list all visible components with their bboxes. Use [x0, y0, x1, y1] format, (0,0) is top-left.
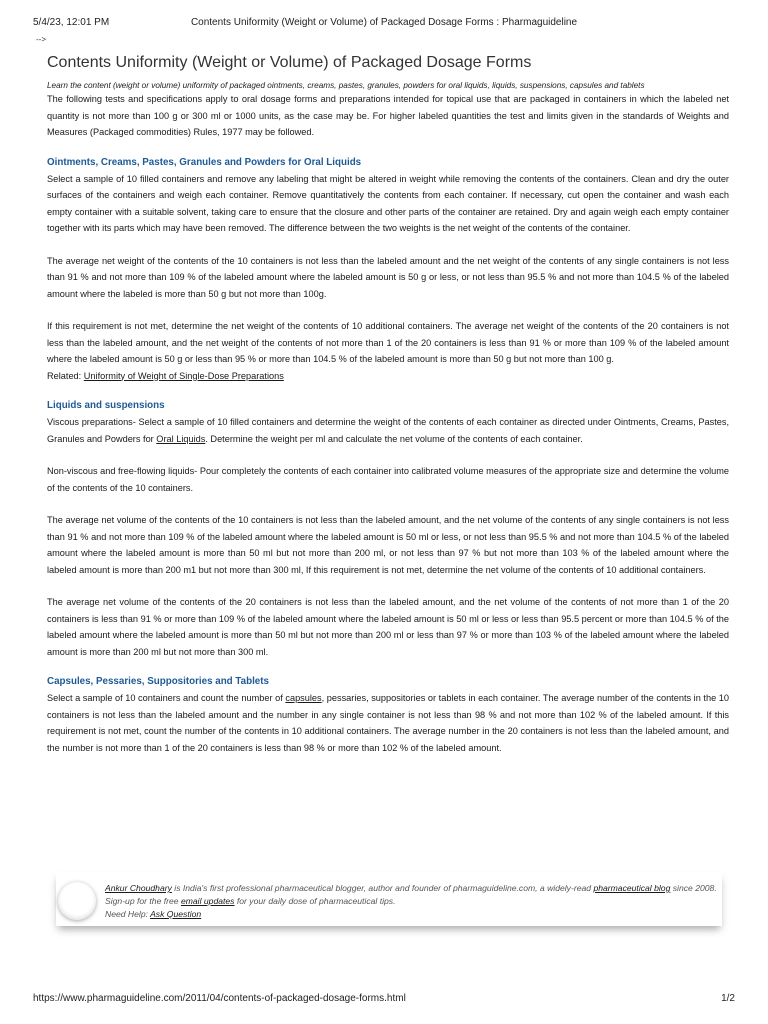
section-heading-liquids: Liquids and suspensions: [47, 400, 165, 411]
email-updates-link[interactable]: email updates: [180, 896, 235, 906]
avatar: [58, 882, 96, 920]
capsules-p1-text: Select a sample of 10 containers and count the number of: [47, 693, 283, 703]
ask-question-link[interactable]: Ask Question: [150, 909, 202, 919]
arrow-marker: -->: [36, 35, 46, 44]
related-prefix: Related:: [47, 370, 82, 381]
section-heading-ointments: Ointments, Creams, Pastes, Granules and Powders for Oral Liquids: [47, 156, 362, 168]
print-page-title: Contents Uniformity (Weight or Volume) of Packaged Dosage Forms : Pharmaguideline: [190, 17, 578, 28]
article-subtitle: Learn the content (weight or volume) uniformity of packaged ointments, creams, pastes, granules, powders for oral liquids, liquids, suspensions, capsules and tablets: [47, 81, 645, 90]
author-bio-text-1: is India's first professional pharmaceutical blogger, author and founder of pharmaguideline.com, a widely-read: [171, 883, 594, 893]
print-datetime: 5/4/23, 12:01 PM: [33, 17, 110, 28]
liquids-paragraph-3: The average net volume of the contents of the 10 containers is not less than the labeled amount, and the net volume of the contents of any single containers is not less than 91 % and not more than 109 % of the labeled amount where the labeled amount is 50 ml or less, or not less than 95.5 % and not more than 104.5 % of the labeled amount where the labeled amount is more than 50 ml but not more than 200 ml, or not less than 97 % but not more than 103 % of the labeled amount where the labeled amount is more than 200 m1 but not more than 300 ml, If this requirement is not met, determine the net volume of the contents of 10 additional containers.: [47, 515, 729, 575]
ointments-paragraph-1: Select a sample of 10 filled containers and remove any labeling that might be altered in weight while removing the contents of the containers. Clean and dry the outer surfaces of the containers and weigh each container. Remove quantitatively the contents from each container. If necessary, cut open the container and wash each empty container with a suitable solvent, taking care to ensure that the closure and other parts of the container are retained. Dry and again weigh each empty container together with its parts which may have been removed. The difference between the two weights is the net weight of the contents of the container.: [47, 173, 729, 233]
author-bio-text-2: since 2008. Sign-up for the free: [105, 883, 717, 906]
print-header: [33, 17, 735, 31]
article: [47, 52, 729, 756]
author-bio-text-3: for your daily dose of pharmaceutical tips.: [234, 896, 396, 906]
author-name-link[interactable]: Ankur Choudhary: [105, 883, 172, 893]
liquids-paragraph-4: The average net volume of the contents of the 20 containers is not less than the labeled amount, and the net volume of the contents of not more than 1 of the 20 containers is less than 91 % or more than 109 % of the labeled amount where the labeled amount is 50 ml or less or less than 95.5 percent or more than 104.5 % of the labeled amount where the labeled amount is more than 50 ml but not more than 200 ml or less than 97 % or more than 103 % of the labeled amount where the labeled amount is more than 200 ml but not more than 300 ml.: [47, 597, 729, 657]
need-help-label: Need Help:: [105, 909, 151, 919]
liquids-p1-text: Viscous preparations- Select a sample of 10 filled containers and determine the weight of the contents of each container as directed under Ointments, Creams, Pastes, Granules and Powders for: [47, 417, 729, 444]
section-heading-capsules: Capsules, Pessaries, Suppositories and Tablets: [47, 676, 269, 687]
related-link[interactable]: Uniformity of Weight of Single-Dose Preparations: [83, 370, 284, 381]
related-line: [47, 368, 729, 385]
liquids-paragraph-1: [47, 414, 729, 447]
author-bio: [105, 882, 722, 921]
ointments-paragraph-2: The average net weight of the contents of the 10 containers is not less than the labeled amount and the net weight of the contents of any single containers is not less than 91 % and not more than 109 % of the labeled amount where the labeled amount is 50 g or less, or not less than 95.5 % and not more than 104.5 % of the labeled amount where the labeled is more than 50 g but not more than 100g.: [47, 255, 729, 299]
print-footer: [33, 993, 735, 1007]
page-number: 1/2: [721, 993, 735, 1004]
liquids-p1-text-end: . Determine the weight per ml and calculate the net volume of the contents of each container.: [205, 433, 583, 444]
ointments-paragraph-3: If this requirement is not met, determine the net weight of the contents of 10 additional containers. The average net weight of the contents of the 20 containers is not less than the labeled amount, and the net weight of the contents of not more than 1 of the 20 containers is less than 91 % or more than 109 % of the labeled amount where the labeled amount is 50 g or less than 95 % or more than 104.5 % of the labeled amount is more than 50 g but not more than 100 g.: [47, 321, 729, 364]
capsules-link[interactable]: capsules: [285, 693, 322, 703]
capsules-paragraph-1: [47, 690, 729, 756]
pharmaceutical-blog-link[interactable]: pharmaceutical blog: [593, 883, 671, 893]
intro-paragraph: The following tests and specifications apply to oral dosage forms and preparations intended for topical use that are packaged in containers in which the labeled net quantity is not more than 100 g or 300 ml or 1000 units, as the case may be. For higher labeled quantities the test and limits given in the standards of Weights and Measures (Packaged commodities) Rules, 1977 may be followed.: [47, 94, 729, 137]
capsules-p1-text-end: , pessaries, suppositories or tablets in each container. The average number of the contents in the 10 containers is not less than the labeled amount and the number in any single container is not less than 98 % and not more than 102 % of the labeled amount. If this requirement is not met, count the number of the contents in 10 additional containers. The average number in the 20 containers is not less than the labeled amount, and the number is not more than 1 of the 20 containers is less than 98 % or more than 102 % of the labeled amount.: [47, 693, 729, 753]
oral-liquids-link[interactable]: Oral Liquids: [156, 433, 206, 444]
liquids-paragraph-2: Non-viscous and free-flowing liquids- Pour completely the contents of each container into calibrated volume measures of the appropriate size and determine the volume of the contents of the 10 containers.: [47, 466, 729, 493]
article-title: Contents Uniformity (Weight or Volume) of Packaged Dosage Forms: [47, 54, 532, 71]
author-box: [56, 872, 722, 926]
page-url: https://www.pharmaguideline.com/2011/04/contents-of-packaged-dosage-forms.html: [33, 993, 406, 1004]
